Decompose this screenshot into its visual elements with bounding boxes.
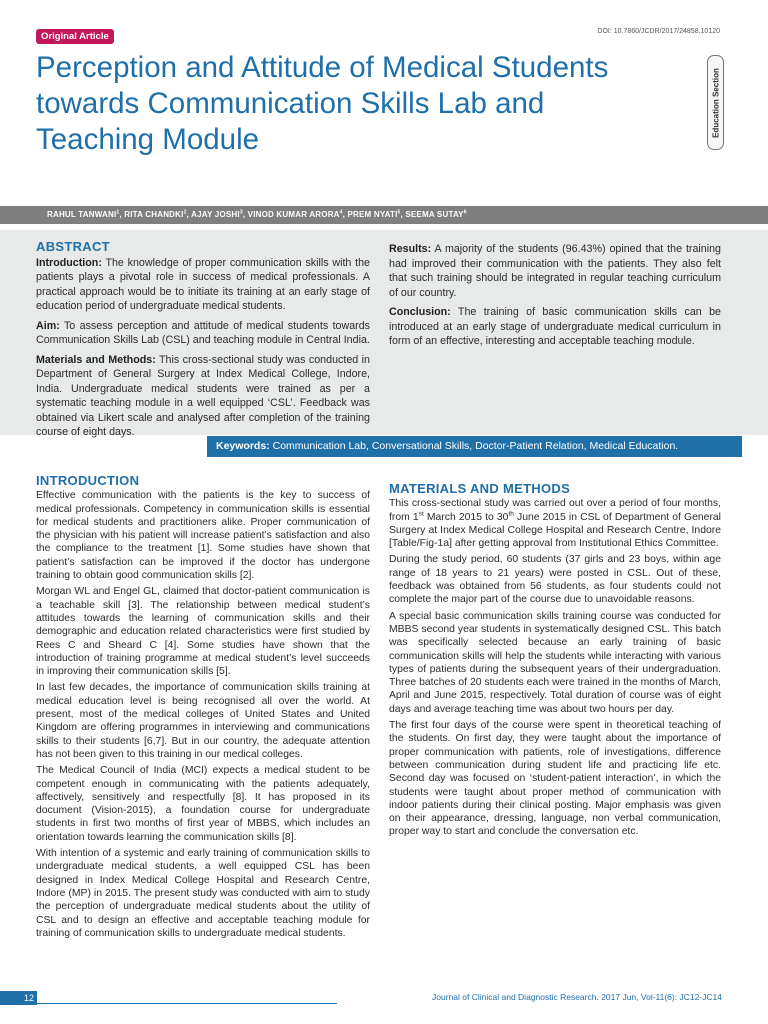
methods-heading: MATERIALS AND METHODS bbox=[389, 481, 571, 496]
author-affiliation: 2 bbox=[183, 209, 187, 216]
author-name: VINOD KUMAR ARORA bbox=[247, 210, 340, 219]
introduction-paragraph: In last few decades, the importance of communication skills training at medical education level is being recognised all over the world. At present, most of the medical colleges of United States and United Kingdom are offering programmes in interviewing and communications skills to their students [6,7]. But in our country, the adequate attention has not been given to this training in our medical colleges. bbox=[36, 682, 370, 760]
abstract-right-column bbox=[389, 242, 721, 354]
article-title: Perception and Attitude of Medical Students towards Communication Skills Lab and Teaching Module bbox=[36, 51, 609, 156]
abstract-box bbox=[0, 230, 768, 438]
article-type-badge: Original Article bbox=[36, 29, 114, 44]
ordinal-suffix: th bbox=[508, 510, 514, 518]
abstract-results-label: Results: bbox=[389, 243, 432, 255]
methods-paragraph: A special basic communication skills training course was conducted for MBBS second year students in systematically designed CSL. This batch was specifically selected because an early training of basic communication skills will help the students while interacting with various types of patients during the subsequent years of their undergraduation. Three batches of 20 students each were trained in the months of March, April and June 2015, respectively. Total duration of course was of eight days and average teaching time was about two hours per day. bbox=[389, 610, 721, 715]
introduction-paragraph: Effective communication with the patients is the key to success of medical professionals. Competency in communication skills is essential for medical students and practitioners alike. Proper communication of the physician with his patient will increase patient’s satisfaction and also the compliance to the treatment [1]. Some studies have shown that patient’s satisfaction can be improved if the doctor has undergone training to obtain good communication skills [2]. bbox=[36, 490, 370, 582]
abstract-conclusion-text: The training of basic communication skills can be introduced at an early stage of undergraduate medical curriculum in form of an effective, interesting and acceptable teaching module. bbox=[389, 306, 721, 347]
ordinal-suffix: st bbox=[418, 510, 424, 518]
methods-text: This cross-sectional study was carried out over a period of four months, from 1 bbox=[389, 498, 721, 523]
abstract-aim-label: Aim: bbox=[36, 319, 60, 332]
author-name: SEEMA SUTAY bbox=[405, 210, 464, 219]
author-name: RAHUL TANWANI bbox=[47, 210, 117, 219]
abstract-intro-text: The knowledge of proper communication skills with the patients plays a pivotal role in success of medical professionals. A practical approach would be to initiate its training at an early stage of education period of undergraduate medical students. bbox=[36, 256, 370, 312]
keywords-label: Keywords: bbox=[216, 440, 270, 452]
author-name: RITA CHANDKI bbox=[124, 210, 184, 219]
abstract-heading: ABSTRACT bbox=[36, 239, 110, 254]
abstract-aim-text: To assess perception and attitude of medical students towards Communication Skills Lab (CSL) and teaching module in Central India. bbox=[36, 319, 370, 346]
body-right-column bbox=[389, 474, 721, 842]
author-affiliation: 1 bbox=[116, 209, 120, 216]
abstract-methods-label: Materials and Methods: bbox=[36, 353, 156, 366]
abstract-aim bbox=[36, 319, 370, 348]
abstract-results-text: A majority of the students (96.43%) opined that the training had improved their communication with the patients. They also felt that such training should be integrated in regular teaching curriculum of our country. bbox=[389, 243, 721, 299]
methods-paragraph bbox=[389, 497, 721, 550]
authors-bar: RAHUL TANWANI$^1$, RITA CHANDKI$^2$, AJAY JOSHI$^3$, VINOD KUMAR ARORA$^4$, PREM NYATI$^5$, SEEMA SUTAY$^6$ bbox=[0, 206, 768, 224]
introduction-paragraph: Morgan WL and Engel GL, claimed that doctor-patient communication is a teachable skill [3]. The relationship between medical student’s attitudes towards the learning of communication skills and their demographic and education related characteristics were first studied by Rees C and Sheard C [4]. Some studies have shown that the introduction of training programme at medical student’s level succeeds in improving their communication skills [5]. bbox=[36, 586, 370, 678]
author-affiliation: 6 bbox=[463, 209, 467, 216]
introduction-heading: INTRODUCTION bbox=[36, 473, 140, 488]
methods-paragraph: During the study period, 60 students (37 girls and 23 boys, within age range of 18 years to 21 years) were posted in CSL. Out of these, feedback was obtained from 56 students, as four students could not complete the major part of the course due to unavoidable reasons. bbox=[389, 554, 721, 606]
introduction-paragraph: With intention of a systemic and early training of communication skills to undergraduate medical students, a well equipped CSL has been designed in Index Medical College Hospital and Research Centre, Indore (MP) in 2015. The present study was conducted with aim to study the perception of undergraduate medical students about the utility of CSL and to design an effective and acceptable teaching module for training of communication skills to undergraduate medical students. bbox=[36, 848, 370, 939]
author-affiliation: 5 bbox=[397, 209, 401, 216]
author-affiliation: 3 bbox=[239, 209, 243, 216]
author-name: AJAY JOSHI bbox=[191, 210, 240, 219]
abstract-methods bbox=[36, 353, 370, 440]
page-number: 12 bbox=[0, 991, 37, 1005]
journal-citation: Journal of Clinical and Diagnostic Research. 2017 Jun, Vol-11(6): JC12-JC14 bbox=[432, 992, 722, 1002]
methods-text: June 2015 in CSL of Department of General Surgery at Index Medical College Hospital and Research Centre, Indore [Table/Fig-1a] after getting approval from Institutional Ethics Committee. bbox=[389, 511, 721, 550]
abstract-intro-label: Introduction: bbox=[36, 256, 102, 269]
abstract-left-column bbox=[36, 240, 370, 445]
abstract-conclusion-label: Conclusion: bbox=[389, 306, 451, 318]
section-tab-label: Education Section bbox=[711, 67, 720, 138]
footer-divider bbox=[37, 1003, 337, 1004]
abstract-methods-text: This cross-sectional study was conducted in Department of General Surgery at Index Medical College, Indore, India. Undergraduate medical students were trained as per a systematic teaching module in a well equipped ‘CSL’. Feedback was obtained via Likert scale and analysed after completion of the training course of eight days. bbox=[36, 353, 370, 438]
author-name: PREM NYATI bbox=[347, 210, 398, 219]
methods-text: March 2015 to 30 bbox=[423, 511, 509, 523]
doi-text[interactable]: DOI: 10.7860/JCDR/2017/24858.10120 bbox=[597, 28, 720, 35]
introduction-paragraph: The Medical Council of India (MCI) expects a medical student to be competent enough in communicating with the patients adequately, affectively, sensitively and respectfully [8]. It has proposed in its document (Vision-2015), a foundation course for undergraduate students in first two months of first year of MBBS, which includes an orientation towards learning the communication skills [8]. bbox=[36, 765, 370, 843]
abstract-introduction bbox=[36, 256, 370, 314]
author-affiliation: 4 bbox=[339, 209, 343, 216]
page-footer bbox=[0, 991, 768, 1005]
abstract-conclusion bbox=[389, 305, 721, 349]
keywords-bar bbox=[207, 436, 742, 457]
methods-paragraph: The first four days of the course were spent in theoretical teaching of the students. On first day, they were taught about the importance of proper communication with patients, role of investigations, difference between communication during student life and practicing life etc. Second day was focused on ‘student-patient interaction’, in which the students were taught about proper method of communication with indoor patients during their clinical posting. Major emphasis was given on their appearance, dressing, language, non verbal communication, proper way to start and conclude the conversation etc. bbox=[389, 720, 721, 838]
abstract-results bbox=[389, 242, 721, 300]
keywords-text: Communication Lab, Conversational Skills, Doctor-Patient Relation, Medical Education. bbox=[269, 440, 679, 452]
body-left-column bbox=[36, 474, 370, 943]
section-tab bbox=[707, 55, 724, 150]
